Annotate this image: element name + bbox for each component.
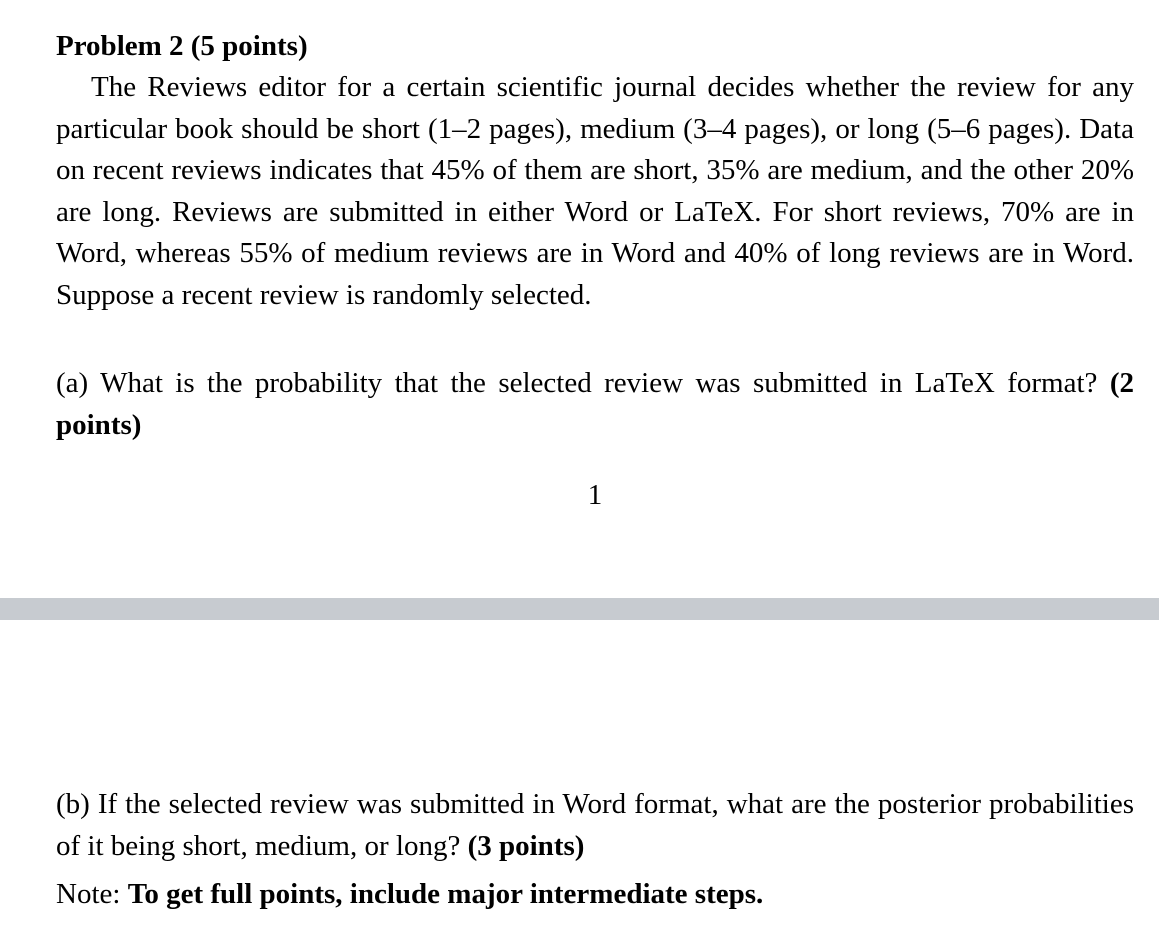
part-a-question: (a) What is the probability that the selected review was submitted in LaTeX format? [56,367,1098,399]
part-a-points: (2 points) [56,367,1135,441]
page-separator [0,598,1159,620]
part-b-points: (3 points) [467,829,585,862]
part-a-paragraph [56,363,1134,446]
problem-intro-text: The Reviews editor for a certain scientific journal decides whether the review for any particular book should be short (1–2 pages), medium (3–4 pages), or long (5–6 pages). Data on recent reviews indicates that 45% of them are short, 35% are medium, and the other 20% are long. Reviews are submitted in either Word or LaTeX. For short reviews, 70% are in Word, whereas 55% of medium reviews are in Word and 40% of long reviews are in Word. Suppose a recent review is randomly selected. [56,71,1134,311]
part-b-paragraph [56,784,1134,867]
part-b [56,784,1134,867]
note-paragraph [56,874,1134,916]
page-number: 1 [587,479,603,511]
note [56,874,1134,916]
note-text: To get full points, include major intermediate steps. [127,878,764,910]
problem-title: Problem 2 (5 points) [56,30,308,62]
note-label: Note: [56,878,121,910]
problem-intro [56,67,1134,316]
part-b-question: (b) If the selected review was submitted in Word format, what are the posterior probabilities of it being short, medium, or long? [56,788,1134,862]
part-a [56,363,1134,446]
